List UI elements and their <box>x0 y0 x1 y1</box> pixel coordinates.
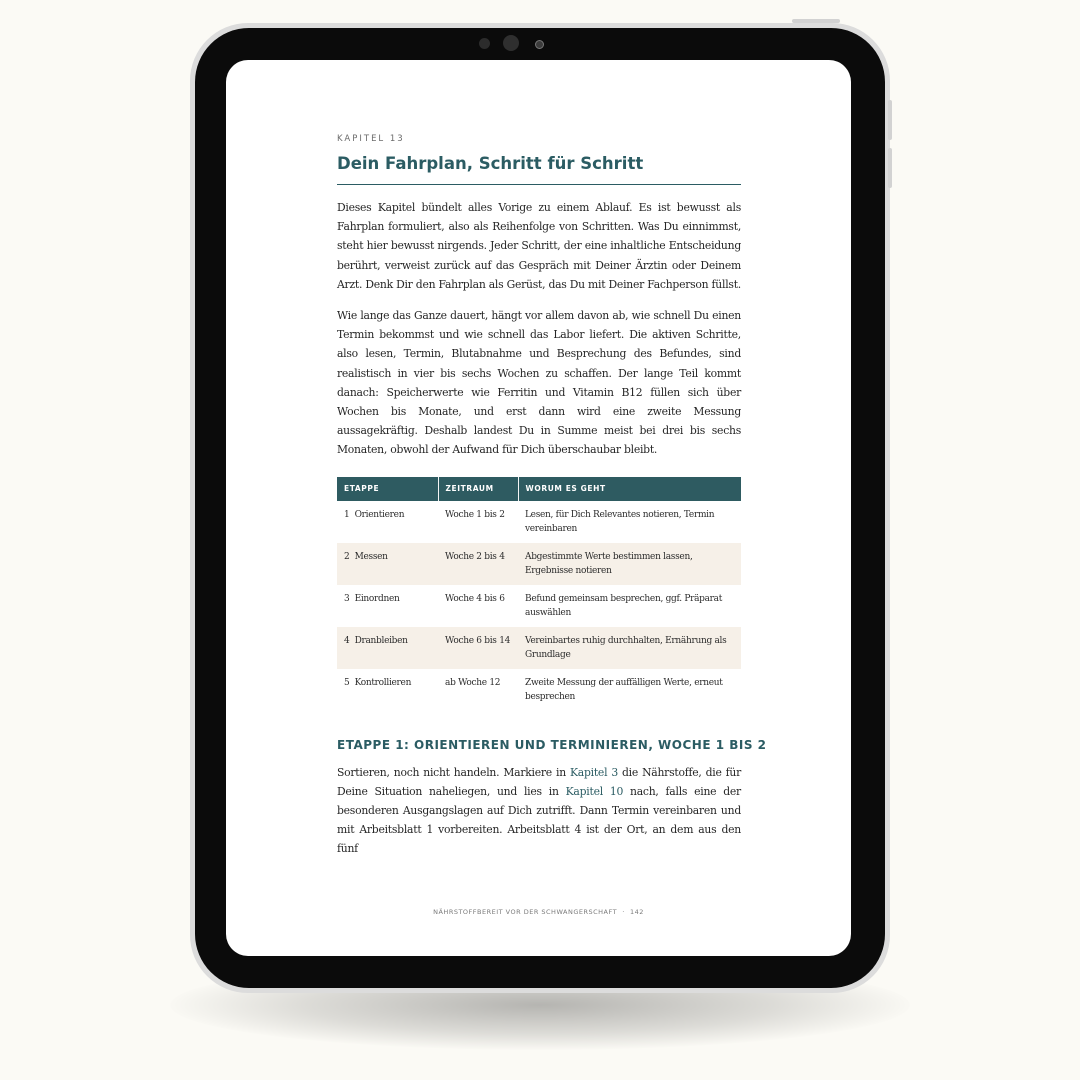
stage-name: Orientieren <box>354 509 405 520</box>
description-cell: Vereinbartes ruhig durchhalten, Ernährung als Grundlage <box>518 627 741 669</box>
period-cell: Woche 4 bis 6 <box>445 593 505 604</box>
roadmap-table <box>337 477 741 711</box>
section-text-part: Sortieren, noch nicht handeln. Markiere in <box>337 765 570 779</box>
intro-paragraph-1: Dieses Kapitel bündelt alles Vorige zu einem Ablauf. Es ist bewusst als Fahrplan formuliert, also als Reihenfolge von Schritten. Was Du einnimmst, steht hier bewusst nirgends. Jeder Schritt, der eine inhaltliche Entscheidung berührt, verweist zurück auf das Gespräch mit Deiner Ärztin oder Deinem Arzt. Denk Dir den Fahrplan als Gerüst, das Du mit Deiner Fachperson füllst. <box>337 201 741 291</box>
page-footer <box>226 908 851 916</box>
period-cell: ab Woche 12 <box>445 677 501 688</box>
column-header-stage: ETAPPE <box>337 477 438 501</box>
chapter-3-link[interactable]: Kapitel 3 <box>569 765 618 779</box>
period-cell: Woche 2 bis 4 <box>438 543 518 585</box>
stage-name: Kontrollieren <box>354 677 412 688</box>
description-cell: Zweite Messung der auffälligen Werte, erneut besprechen <box>525 677 723 702</box>
table-row <box>337 501 741 543</box>
tablet-screen[interactable] <box>226 60 851 956</box>
sensor-dot <box>479 38 490 49</box>
table-row <box>337 543 741 585</box>
stage-name: Dranbleiben <box>354 635 408 646</box>
page-content <box>337 134 767 859</box>
table-row <box>337 627 741 669</box>
stage-cell <box>337 669 438 711</box>
stage-number: 4 <box>344 635 350 646</box>
description-cell: Abgestimmte Werte bestimmen lassen, Ergebnisse notieren <box>518 543 741 585</box>
chapter-label: KAPITEL 13 <box>337 134 405 144</box>
stage-cell <box>337 543 438 585</box>
column-header-period: ZEITRAUM <box>438 477 518 501</box>
period-cell: Woche 1 bis 2 <box>445 509 505 520</box>
section-paragraph <box>337 763 741 859</box>
page-number: 142 <box>629 908 644 916</box>
table-row <box>337 669 741 711</box>
light-sensor <box>535 40 544 49</box>
stage-name: Messen <box>354 551 388 562</box>
section-text-part: die Nährstoffe, die für Deine Situation naheliegen, und lies in <box>337 765 741 798</box>
table-row <box>337 585 741 627</box>
description-cell: Befund gemeinsam besprechen, ggf. Präparat auswählen <box>525 593 723 618</box>
stage-cell <box>337 501 438 543</box>
stage-cell <box>337 585 438 627</box>
chapter-title: Dein Fahrplan, Schritt für Schritt <box>337 154 741 185</box>
volume-down-button <box>888 148 892 188</box>
section-heading: ETAPPE 1: ORIENTIEREN UND TERMINIEREN, WOCHE 1 BIS 2 <box>337 737 767 752</box>
stage-number: 5 <box>344 677 350 688</box>
stage-name: Einordnen <box>354 593 400 604</box>
footer-separator: · <box>622 908 625 916</box>
chapter-10-link[interactable]: Kapitel 10 <box>565 784 624 798</box>
stage-cell <box>337 627 438 669</box>
table-header-row <box>337 477 741 501</box>
description-cell: Lesen, für Dich Relevantes notieren, Termin vereinbaren <box>525 509 715 534</box>
volume-up-button <box>888 100 892 140</box>
section-text-part: nach, falls eine der besonderen Ausgangslagen auf Dich zutrifft. Dann Termin vereinbaren und mit Arbeitsblatt 1 vorbereiten. Arbeitsblatt 4 ist der Ort, an dem aus den fünf <box>337 784 741 856</box>
footer-book-title: NÄHRSTOFFBEREIT VOR DER SCHWANGERSCHAFT <box>433 908 618 916</box>
stage-number: 1 <box>344 509 350 520</box>
period-cell: Woche 6 bis 14 <box>438 627 518 669</box>
stage-number: 3 <box>344 593 350 604</box>
intro-paragraph-2: Wie lange das Ganze dauert, hängt vor allem davon ab, wie schnell Du einen Termin bekommst und wie schnell das Labor liefert. Die aktiven Schritte, also lesen, Termin, Blutabnahme und Besprechung des Befundes, sind realistisch in vier bis sechs Wochen zu schaffen. Der lange Teil kommt danach: Speicherwerte wie Ferritin und Vitamin B12 füllen sich über Wochen bis Monate, und erst dann wird eine zweite Messung aussagekräftig. Deshalb landest Du in Summe meist bei drei bis sechs Monaten, obwohl der Aufwand für Dich überschaubar bleibt. <box>337 309 741 457</box>
column-header-topic: WORUM ES GEHT <box>518 477 741 501</box>
camera-lens <box>503 35 519 51</box>
top-button <box>792 19 840 23</box>
stage-number: 2 <box>344 551 350 562</box>
